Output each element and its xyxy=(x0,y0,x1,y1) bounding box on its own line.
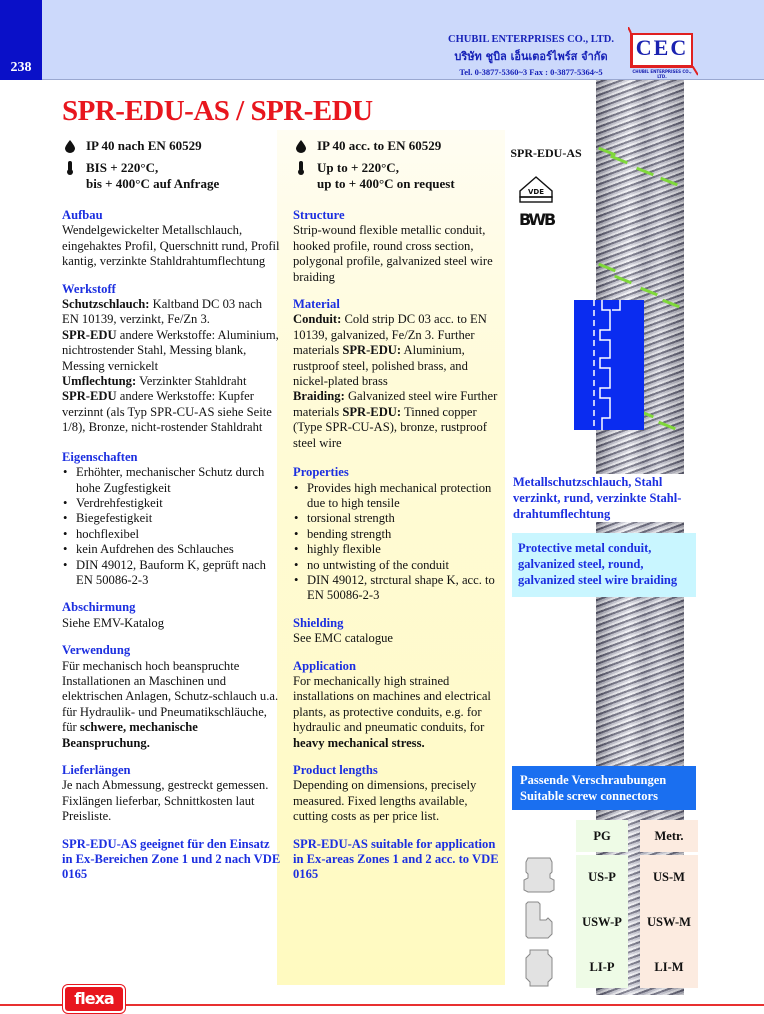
list-item: • highly flexible xyxy=(293,542,505,557)
page-title: SPR-EDU-AS / SPR-EDU xyxy=(62,95,373,127)
vde-mark-text: VDE xyxy=(527,188,545,196)
section-lieferlaengen xyxy=(62,763,282,825)
list-item: • Provides high mechanical protection due to high tensile xyxy=(293,481,505,512)
description-english: Protective metal conduit, galvanized steel, round, galvanized steel wire braiding xyxy=(512,533,696,597)
section-heading: Shielding xyxy=(293,615,344,630)
bold-term: Umflechtung: xyxy=(62,374,137,389)
bold-term: SPR-EDU: xyxy=(342,404,402,419)
list-item: • bending strength xyxy=(293,527,505,542)
section-heading: Properties xyxy=(293,465,349,480)
section-heading: Aufbau xyxy=(62,208,103,222)
section-heading: Abschirmung xyxy=(62,600,136,615)
section-text xyxy=(293,312,505,451)
ex-zone-note: SPR-EDU-AS geeignet für den Einsatz in Ex-Bereichen Zone 1 und 2 nach VDE 0165 xyxy=(62,836,281,882)
list-item: • Biegefestigkeit xyxy=(62,511,282,526)
braid-marker-stripe xyxy=(636,167,654,177)
list-item: • DIN 49012, strctural shape K, acc. to EN 50086-2-3 xyxy=(293,573,505,604)
list-item: • Verdrehfestigkeit xyxy=(62,496,282,511)
section-eigenschaften xyxy=(62,450,282,589)
section-heading: Verwendung xyxy=(62,643,131,658)
flexa-logo-text: flexa xyxy=(74,989,114,1008)
connector-code: US-P xyxy=(588,870,616,884)
bold-term: SPR-EDU: xyxy=(342,343,402,358)
section-heading: Lieferlängen xyxy=(62,763,131,777)
text: andere Werkstoffe: Kupfer verzinnt (als Typ SPR-CU-AS siehe Seite 1/8), Bronze, nicht-rostender Stahldraht xyxy=(62,389,272,435)
water-drop-icon xyxy=(64,139,76,153)
connectors-header xyxy=(512,766,696,810)
property-list xyxy=(62,465,282,588)
spec-text: IP 40 nach EN 60529 xyxy=(86,138,202,153)
section-abschirmung xyxy=(62,600,282,631)
text: Galvanized steel wire Further materials xyxy=(293,389,498,419)
hooked-profile-icon xyxy=(574,300,644,430)
spec-text: IP 40 acc. to EN 60529 xyxy=(317,138,442,153)
section-structure xyxy=(293,208,505,285)
braid-marker-stripe xyxy=(598,263,616,273)
german-column xyxy=(62,138,282,883)
section-properties xyxy=(293,465,505,604)
section-material xyxy=(293,297,505,451)
bold-term: SPR-EDU xyxy=(62,327,117,342)
spec-ip-rating xyxy=(293,138,505,154)
bold-term: Conduit: xyxy=(293,312,342,327)
column-header: PG xyxy=(576,820,628,852)
section-application xyxy=(293,659,505,751)
section-product-lengths xyxy=(293,763,505,825)
ex-zone-note: SPR-EDU-AS suitable for application in Ex-areas Zones 1 and 2 acc. to VDE 0165 xyxy=(293,836,499,882)
spec-text: Up to + 220°C, xyxy=(317,160,399,175)
company-name-en: CHUBIL ENTERPRISES CO., LTD. xyxy=(448,34,614,45)
text: Tinned copper (Type SPR-CU-AS), bronze, rustproof steel wire xyxy=(293,404,487,450)
spec-text-2: bis + 400°C auf Anfrage xyxy=(86,176,220,191)
section-text xyxy=(62,297,282,436)
gland-lock-icon xyxy=(522,948,556,988)
thermometer-icon xyxy=(64,161,76,175)
cec-logo-subtext: CHUBIL ENTERPRISES CO., LTD. xyxy=(632,69,692,79)
section-text xyxy=(293,674,505,751)
section-text: Je nach Abmessung, gestreckt gemessen. Fixlängen lieferbar, Schnittkosten laut Preisliste. xyxy=(62,778,269,824)
braid-marker-stripe xyxy=(660,177,678,187)
cec-logo xyxy=(628,27,698,77)
profile-diagram xyxy=(574,300,644,430)
section-text: Strip-wound flexible metallic conduit, hooked profile, round cross section, polygonal profile, galvanized steel wire braiding xyxy=(293,223,493,284)
cec-logo-text: CEC xyxy=(635,35,689,60)
text: Aluminium, rustproof steel, polished brass, and nickel-plated brass xyxy=(293,343,468,389)
thermometer-icon xyxy=(295,161,307,175)
braid-marker-stripe xyxy=(614,275,632,285)
flexa-logo xyxy=(63,985,125,1013)
text: andere Werkstoffe: Aluminium, nichtrostender Stahl, Messing blank, Messing vernickelt xyxy=(62,327,279,373)
section-heading: Material xyxy=(293,297,340,312)
section-heading: Werkstoff xyxy=(62,281,116,296)
list-item: • hochflexibel xyxy=(62,527,282,542)
gland-elbow-icon xyxy=(522,900,556,940)
spec-ip-rating xyxy=(62,138,282,154)
list-item: • DIN 49012, Bauform K, geprüft nach EN 50086-2-3 xyxy=(62,558,282,589)
section-text xyxy=(62,659,282,751)
company-name-th: บริษัท ชูบิล เอ็นเตอร์ไพร์ส จำกัด xyxy=(454,50,608,63)
text: Verzinkter Stahldraht xyxy=(136,374,247,389)
connector-code: LI-P xyxy=(589,960,615,974)
connector-column-pg xyxy=(576,820,628,988)
company-contact: Tel. 0-3877-5360~3 Fax : 0-3877-5364~5 xyxy=(459,67,603,77)
english-column xyxy=(293,138,505,883)
section-heading: Structure xyxy=(293,208,345,222)
braid-marker-stripe xyxy=(662,299,680,309)
gland-straight-icon xyxy=(522,856,556,896)
braid-marker-stripe xyxy=(640,287,658,297)
product-label: SPR-EDU-AS xyxy=(510,146,582,160)
list-item: • kein Aufdrehen des Schlauches xyxy=(62,542,282,557)
bwb-certification-mark: BWB xyxy=(519,210,555,229)
vde-certification-icon xyxy=(518,175,554,205)
connectors-header-de: Passende Verschraubungen xyxy=(520,773,667,787)
company-info xyxy=(440,34,622,77)
section-text: Depending on dimensions, precisely measured. Fixed lengths available, cutting costs as per price list. xyxy=(293,778,477,824)
connector-column-metric xyxy=(640,820,698,988)
list-item: • torsional strength xyxy=(293,511,505,526)
text: For mechanically high strained installations on machines and electrical plants, as protective conduits, e.g. for hydraulic and pneumatic conduits, for xyxy=(293,673,491,735)
bold-term: SPR-EDU xyxy=(62,389,117,404)
section-verwendung xyxy=(62,643,282,751)
text: Für mechanisch hoch beanspruchte Installationen an Maschinen und elektrischen Anlagen, Schutz-schlauch u.a. für Hydraulik- und Pneumatikschläuche, für xyxy=(62,658,279,735)
spec-text-2: up to + 400°C on request xyxy=(317,176,455,191)
section-heading: Eigenschaften xyxy=(62,449,138,464)
bold-term: schwere, mechanische Beanspruchung. xyxy=(62,720,198,750)
property-list xyxy=(293,481,505,604)
text: Cold strip DC 03 acc. to EN 10139, galvanized, Fe/Zn 3. Further materials xyxy=(293,312,487,358)
section-heading: Product lengths xyxy=(293,763,378,777)
water-drop-icon xyxy=(295,139,307,153)
section-aufbau xyxy=(62,208,282,270)
description-german: Metallschutzschlauch, Stahl verzinkt, rund, verzinkte Stahl-drahtumflechtung xyxy=(513,474,703,522)
braid-marker-stripe xyxy=(658,421,676,431)
braid-marker-stripe xyxy=(610,155,628,165)
page-tab xyxy=(0,0,42,80)
section-text: Siehe EMV-Katalog xyxy=(62,615,165,630)
spec-temperature xyxy=(62,160,282,192)
section-heading: Application xyxy=(293,658,356,673)
spec-temperature xyxy=(293,160,505,192)
section-text: See EMC catalogue xyxy=(293,631,394,646)
section-text: Wendelgewickelter Metallschlauch, eingehaktes Profil, Querschnitt rund, Profil kantig, verzinkte Stahldrahtumflechtung xyxy=(62,223,280,269)
column-header: Metr. xyxy=(640,820,698,852)
bold-term: heavy mechanical stress. xyxy=(293,735,425,750)
list-item: • no untwisting of the conduit xyxy=(293,558,505,573)
spec-text: BIS + 220°C, xyxy=(86,160,159,175)
list-item: • Erhöhter, mechanischer Schutz durch hohe Zugfestigkeit xyxy=(62,465,282,496)
section-werkstoff xyxy=(62,282,282,436)
bold-term: Braiding: xyxy=(293,389,345,404)
connector-code: USW-P xyxy=(582,915,622,929)
page-number: 238 xyxy=(10,60,32,75)
connector-code: US-M xyxy=(653,870,685,884)
text: Kaltband DC 03 nach EN 10139, verzinkt, Fe/Zn 3. xyxy=(62,297,263,327)
connectors-header-en: Suitable screw connectors xyxy=(520,789,658,803)
bold-term: Schutzschlauch: xyxy=(62,297,150,312)
connector-code: LI-M xyxy=(654,960,684,974)
connector-code: USW-M xyxy=(647,915,691,929)
section-shielding xyxy=(293,616,505,647)
